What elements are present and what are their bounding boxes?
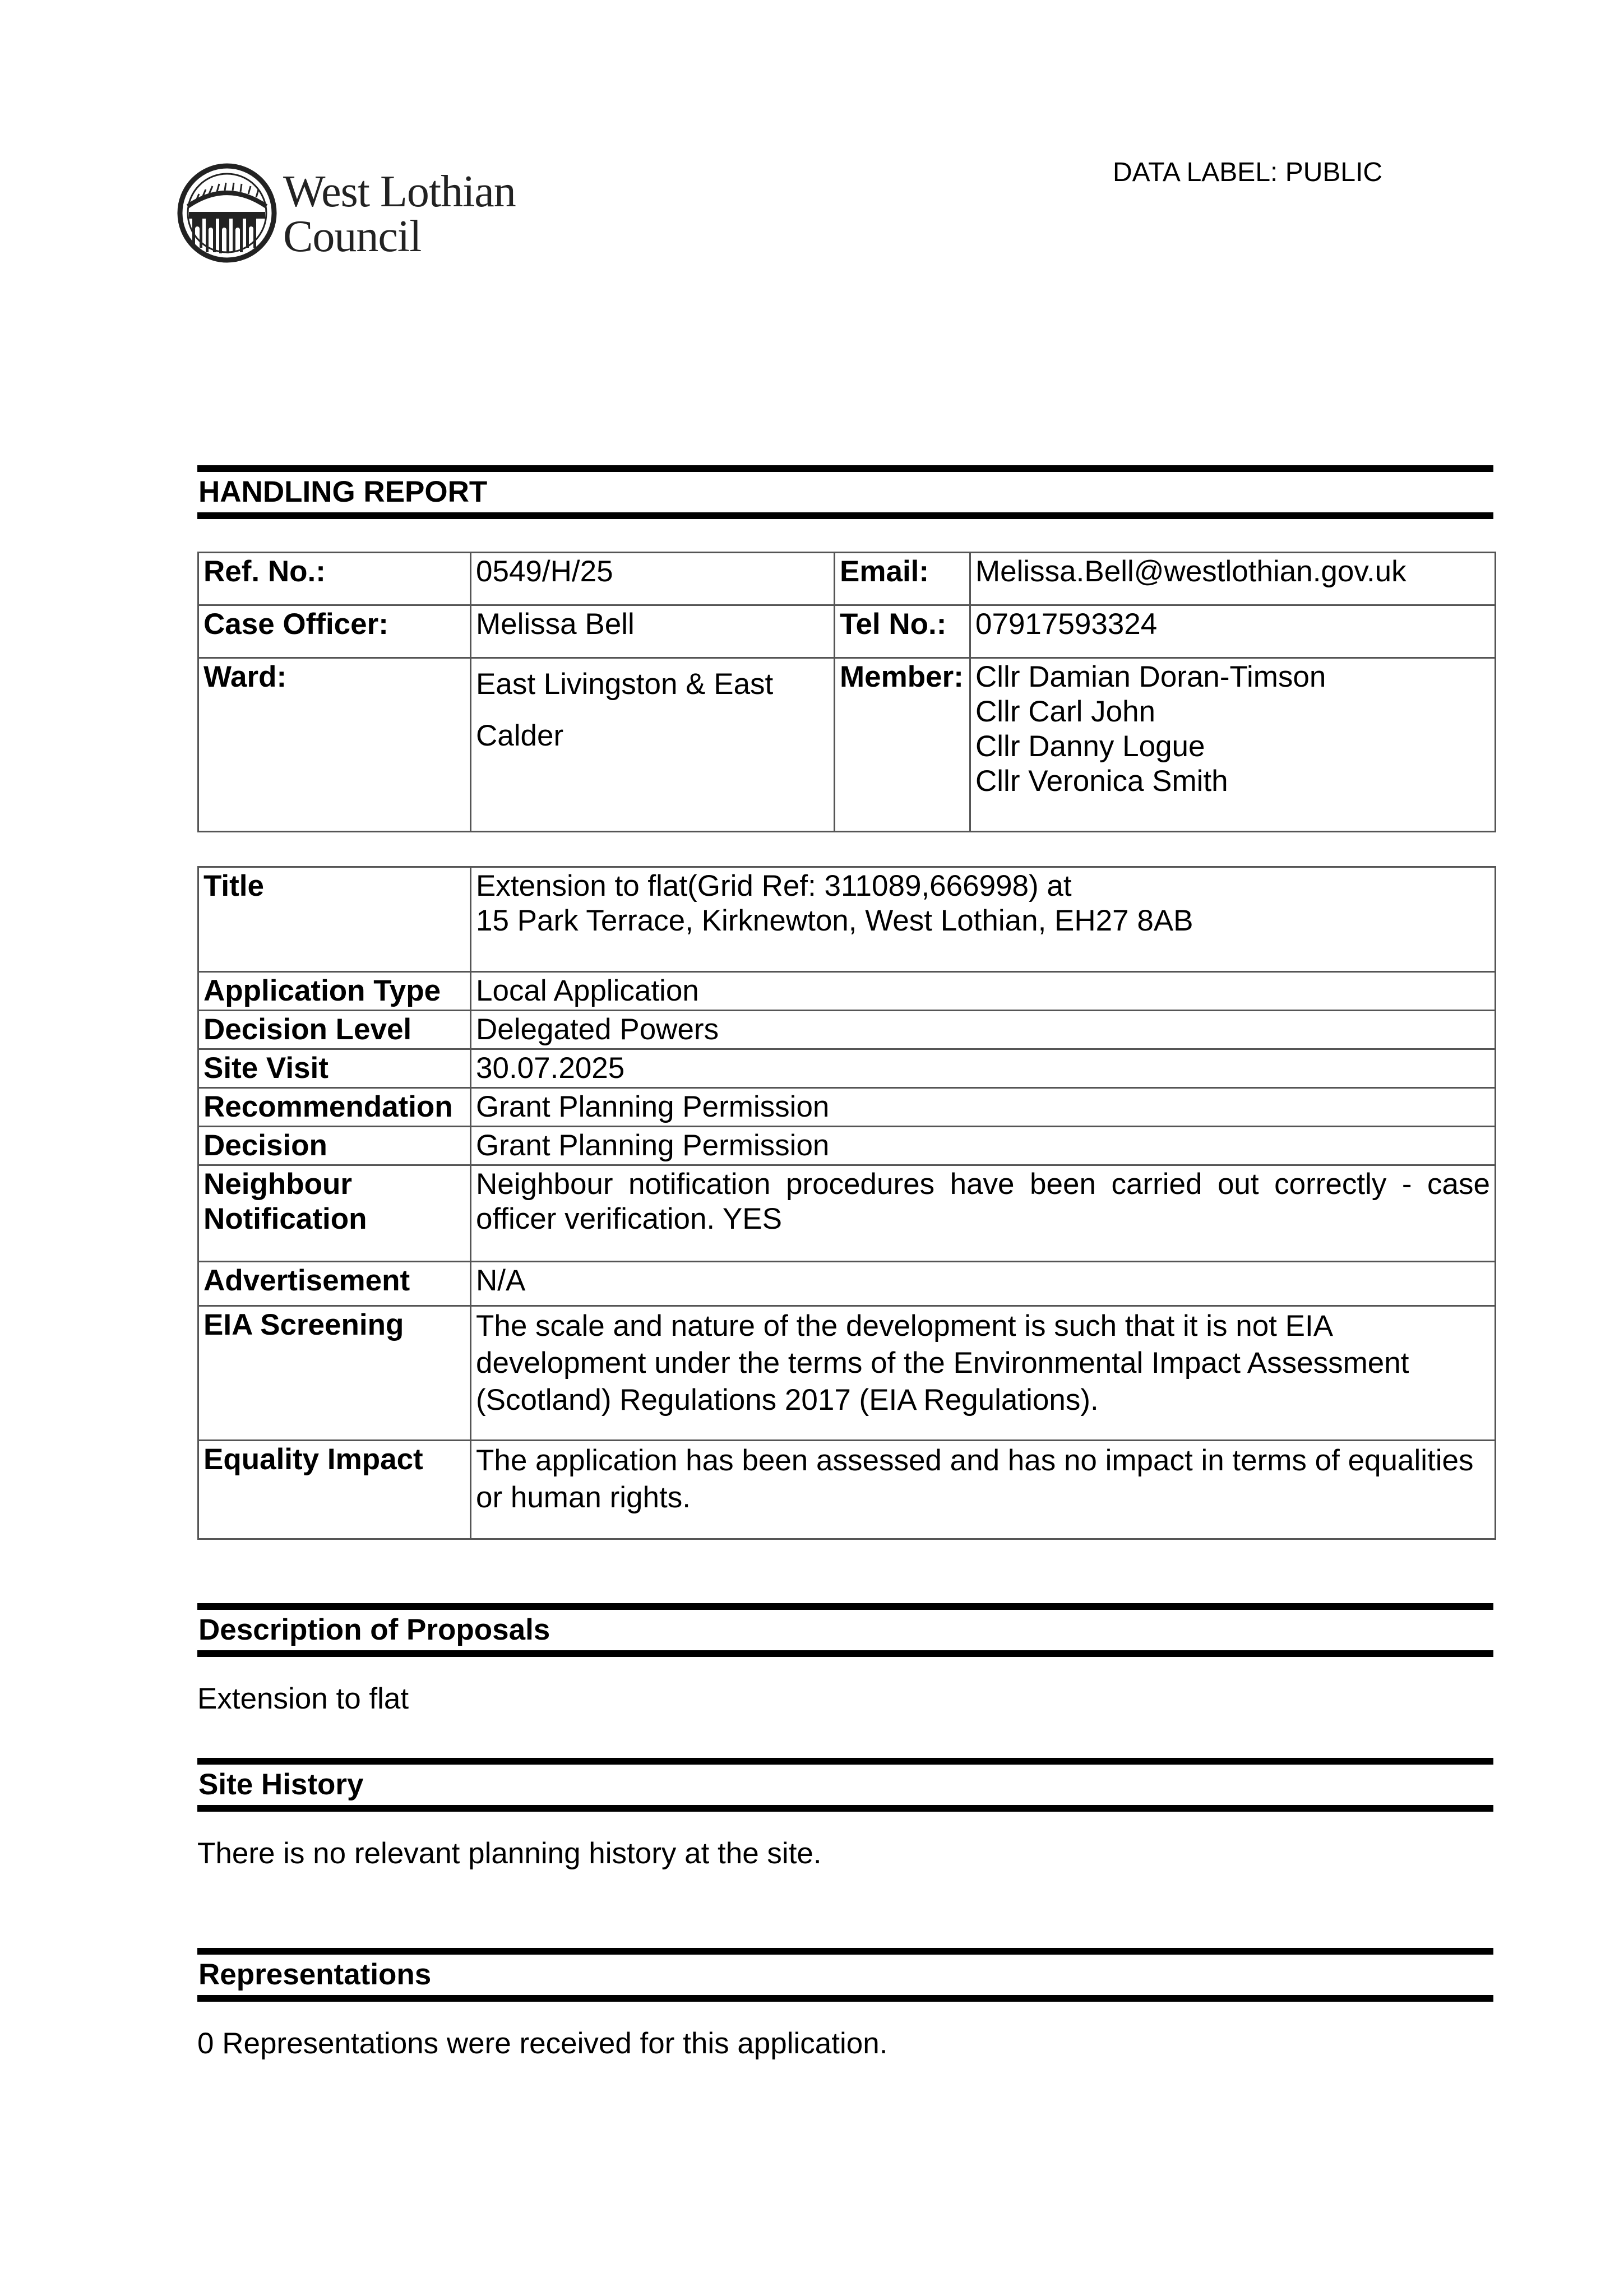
section-heading: Description of Proposals xyxy=(198,1613,550,1646)
ref-value: 0549/H/25 xyxy=(471,553,835,605)
representations-text: 0 Representations were received for this application. xyxy=(197,2027,888,2060)
council-logo xyxy=(177,163,558,269)
recommendation-value: Grant Planning Permission xyxy=(471,1088,1496,1127)
table-row xyxy=(198,658,1496,832)
viaduct-emblem-icon xyxy=(177,163,277,263)
rule-bottom xyxy=(197,1650,1493,1657)
table-row xyxy=(198,1049,1496,1088)
eia-screening-label: EIA Screening xyxy=(198,1306,471,1441)
member-label: Member: xyxy=(835,658,970,832)
table-row xyxy=(198,1441,1496,1539)
decision-label: Decision xyxy=(198,1127,471,1165)
rule-bottom xyxy=(197,1995,1493,2002)
application-details-table xyxy=(197,866,1496,1540)
recommendation-label: Recommendation xyxy=(198,1088,471,1127)
application-type-label: Application Type xyxy=(198,972,471,1011)
table-row xyxy=(198,1088,1496,1127)
table-row xyxy=(198,1306,1496,1441)
ward-value xyxy=(471,658,835,832)
site-history-section-heading xyxy=(197,1758,1493,1812)
neighbour-notification-label xyxy=(198,1165,471,1262)
case-officer-label: Case Officer: xyxy=(198,605,471,658)
ward-label: Ward: xyxy=(198,658,471,832)
section-heading: HANDLING REPORT xyxy=(198,475,488,508)
table-row xyxy=(198,867,1496,972)
member-item: Cllr Danny Logue xyxy=(975,730,1205,763)
advertisement-label: Advertisement xyxy=(198,1262,471,1306)
section-heading: Representations xyxy=(198,1958,432,1991)
data-label: DATA LABEL: PUBLIC xyxy=(1113,158,1383,187)
table-row xyxy=(198,1127,1496,1165)
member-list xyxy=(970,658,1496,832)
member-item: Cllr Carl John xyxy=(975,695,1156,728)
table-row xyxy=(198,605,1496,658)
site-visit-value: 30.07.2025 xyxy=(471,1049,1496,1088)
section-heading: Site History xyxy=(198,1768,364,1801)
description-text: Extension to flat xyxy=(197,1682,409,1715)
email-label: Email: xyxy=(835,553,970,605)
eia-screening-value: The scale and nature of the development is such that it is not EIA development under the terms of the Environmental Impact Assessment (Scotland) Regulations 2017 (EIA Regulations). xyxy=(471,1306,1496,1441)
rule-top xyxy=(197,1948,1493,1955)
decision-level-label: Decision Level xyxy=(198,1011,471,1049)
rule-bottom xyxy=(197,1805,1493,1812)
site-visit-label: Site Visit xyxy=(198,1049,471,1088)
tel-value: 07917593324 xyxy=(970,605,1496,658)
table-row xyxy=(198,553,1496,605)
case-details-table xyxy=(197,552,1496,832)
ward-line: Calder xyxy=(476,719,564,752)
title-value xyxy=(471,867,1496,972)
site-history-text: There is no relevant planning history at the site. xyxy=(197,1837,822,1870)
case-officer-value: Melissa Bell xyxy=(471,605,835,658)
member-item: Cllr Veronica Smith xyxy=(975,765,1228,798)
decision-level-value: Delegated Powers xyxy=(471,1011,1496,1049)
label-line: Notification xyxy=(203,1202,367,1235)
handling-report-heading xyxy=(197,465,1493,519)
rule-top xyxy=(197,1758,1493,1765)
council-name-line1: West Lothian xyxy=(283,167,516,216)
rule-top xyxy=(197,465,1493,472)
table-row xyxy=(198,972,1496,1011)
rule-bottom xyxy=(197,512,1493,519)
title-line: Extension to flat(Grid Ref: 311089,666998) at xyxy=(476,869,1072,902)
table-row xyxy=(198,1011,1496,1049)
title-label: Title xyxy=(198,867,471,972)
neighbour-notification-value: Neighbour notification procedures have been carried out correctly - case officer verification. YES xyxy=(471,1165,1496,1262)
table-row xyxy=(198,1262,1496,1306)
council-name-line2: Council xyxy=(283,212,422,261)
table-row xyxy=(198,1165,1496,1262)
description-section-heading xyxy=(197,1603,1493,1657)
representations-section-heading xyxy=(197,1948,1493,2002)
title-line: 15 Park Terrace, Kirknewton, West Lothian, EH27 8AB xyxy=(476,904,1193,937)
tel-label: Tel No.: xyxy=(835,605,970,658)
equality-impact-value: The application has been assessed and has no impact in terms of equalities or human rights. xyxy=(471,1441,1496,1539)
ref-label: Ref. No.: xyxy=(198,553,471,605)
label-line: Neighbour xyxy=(203,1168,352,1201)
rule-top xyxy=(197,1603,1493,1610)
member-item: Cllr Damian Doran-Timson xyxy=(975,660,1326,693)
equality-impact-label: Equality Impact xyxy=(198,1441,471,1539)
email-value: Melissa.Bell@westlothian.gov.uk xyxy=(970,553,1496,605)
application-type-value: Local Application xyxy=(471,972,1496,1011)
ward-line: East Livingston & East xyxy=(476,668,774,701)
advertisement-value: N/A xyxy=(471,1262,1496,1306)
council-name xyxy=(283,169,516,259)
decision-value: Grant Planning Permission xyxy=(471,1127,1496,1165)
